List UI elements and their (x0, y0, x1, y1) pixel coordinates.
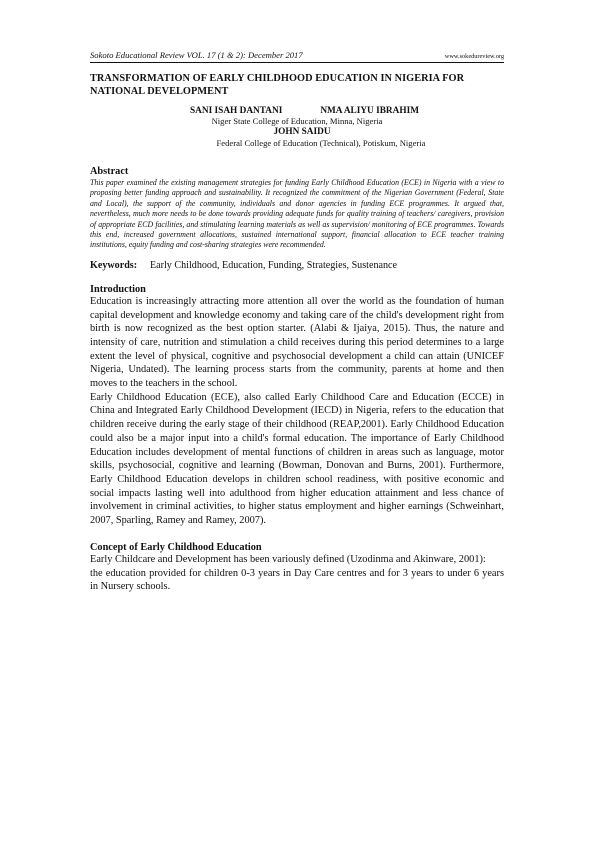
body-paragraph: Early Childcare and Development has been variously defined (Uzodinma and Akinware, 2001): (90, 553, 486, 565)
author-name: SANI ISAH DANTANI (190, 106, 283, 116)
abstract-heading: Abstract (90, 166, 129, 177)
paper-title: TRANSFORMATION OF EARLY CHILDHOOD EDUCATION IN NIGERIA FOR NATIONAL DEVELOPMENT (90, 73, 465, 97)
keywords-value: Early Childhood, Education, Funding, Strategies, Sustenance (150, 259, 397, 271)
keywords-label: Keywords: (90, 259, 138, 271)
author-name: NMA ALIYU IBRAHIM (320, 106, 419, 116)
author-affiliation: Niger State College of Education, Minna, Nigeria (211, 116, 383, 126)
body-paragraph: Education is increasingly attracting more attention all over the world as the foundation of human capital development and knowledge economy and taking care of the child's development right from birth is now recognized as the best option starter. (Alabi & Ijaiya, 2015). Thus, the nature and intensity of care, nutrition and stimulation a child receives during this period determines to a large extent the level of physical, cognitive and psychosocial development a child can attain (UNICEF Nigeria, Undated). The learning process starts from the community, parents at home and then moves to the teachers in the school. (90, 295, 504, 390)
document-page (90, 50, 504, 594)
header-rule (90, 62, 504, 63)
body-paragraph: the education provided for children 0-3 years in Day Care centres and for 3 years to under 6 years in Nursery schools. (90, 567, 504, 593)
section-heading-introduction: Introduction (90, 283, 146, 295)
abstract-text: This paper examined the existing management strategies for funding Early Childhood Education (ECE) in Nigeria with a view to proposing better funding approach and sustainability. It recognized the commitment of the Nigerian Government (Federal, State and Local), the support of the community, individuals and donor agencies in funding ECE programmes. It argued that, nevertheless, much more needs to be done towards providing adequate funds for quality training of teachers/ caregivers, provision of appropriate ECD facilities, and stimulating learning materials as well as supervision/ monitoring of ECE programmes. Towards this end, increased government allocations, sustained international support, financial allocation to ECE teacher training institutions, equity funding and cost-sharing strategies were recommended. (90, 178, 504, 250)
running-head (90, 50, 504, 60)
journal-website[interactable]: www.sokedureview.org (444, 53, 504, 60)
author-line (90, 106, 504, 116)
body-paragraph: Early Childhood Education (ECE), also called Early Childhood Care and Education (ECCE) in China and Integrated Early Childhood Development (IECD) in Nigeria, refers to the education that children receive during the early stage of their childhood (REAP,2001). Early Childhood Education could also be a major input into a child's formal education. The importance of Early Childhood Education includes development of mental functions of children in areas such as language, motor skills, psychosocial, cognitive and learning (Bowman, Donovan and Burns, 2001). Furthermore, Early Childhood Education develops in children school readiness, with positive economic and social impacts lasting well into adulthood from higher education attainment and less chance of involvement in criminal activities, to higher status employment and higher earnings (Schweinhart, 2007, Sparling, Ramey and Ramey, 2007). (90, 391, 504, 527)
section-heading-concept: Concept of Early Childhood Education (90, 541, 262, 553)
author-affiliation: Federal College of Education (Technical), Potiskum, Nigeria (216, 138, 426, 148)
author-name: JOHN SAIDU (273, 127, 331, 137)
journal-citation: Sokoto Educational Review VOL. 17 (1 & 2): December 2017 (90, 50, 303, 60)
keywords-line (90, 260, 504, 271)
